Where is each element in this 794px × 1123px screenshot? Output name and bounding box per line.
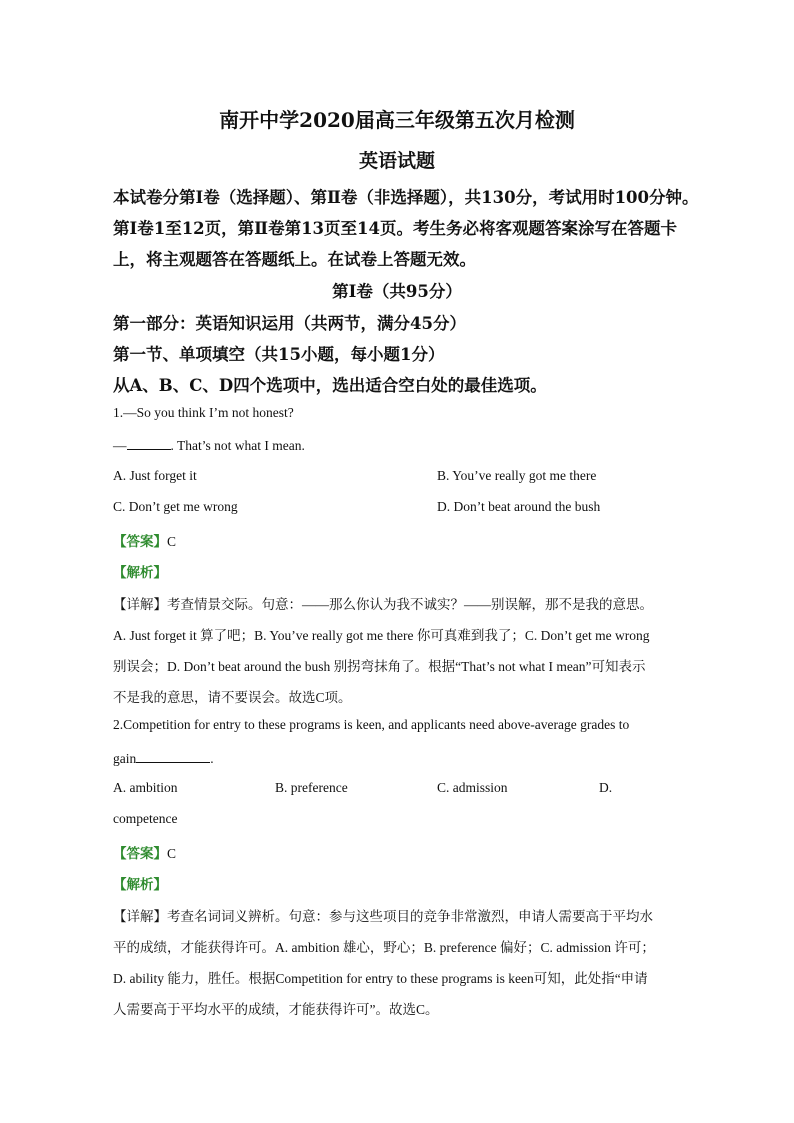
q2-detail-line-3: D. ability 能力，胜任。根据Competition for entry to these programs is keen可知，此处指“申请: [113, 971, 648, 986]
q2-option-a: A. ambition: [113, 780, 178, 795]
intro-line-3: 上，将主观题答在答题纸上。在试卷上答题无效。: [113, 250, 476, 269]
q2-detail-line-4: 人需要高于平均水平的成绩，才能获得许可”。故选C。: [113, 1002, 439, 1017]
q2-detail-line-1: 【详解】考查名词词义辨析。句意：参与这些项目的竞争非常激烈，申请人需要高于平均水: [113, 909, 653, 924]
q2-option-c: C. admission: [437, 780, 508, 795]
q1-stem-line-2: [113, 436, 305, 454]
q2-stem-line-2: [113, 749, 214, 767]
q1-analysis-label: 【解析】: [113, 565, 167, 581]
q1-option-a: A. Just forget it: [113, 468, 197, 483]
q2-answer-label: 【答案】: [113, 846, 167, 862]
q2-answer-value: C: [167, 846, 177, 861]
q2-answer: [113, 842, 176, 862]
section-heading: 第一节、单项填空（共15小题，每小题1分）: [113, 345, 445, 364]
q2-blank: [136, 749, 210, 763]
q1-detail-line-4: 不是我的意思，请不要误会。故选C项。: [113, 690, 352, 705]
page-title: 南开中学2020届高三年级第五次月检测: [219, 108, 575, 132]
q1-blank: [127, 436, 171, 450]
q2-option-b: B. preference: [275, 780, 348, 795]
q2-stem-line-1: 2.Competition for entry to these programs is keen, and applicants need above-average grades to: [113, 717, 630, 732]
q1-stem-line-1: 1.—So you think I’m not honest?: [113, 405, 294, 420]
q2-stem-gain: gain: [113, 751, 137, 766]
q2-stem-tail: .: [210, 751, 214, 766]
q1-stem-tail: . That’s not what I mean.: [170, 438, 305, 453]
volume-heading: 第Ⅰ卷（共95分）: [332, 282, 462, 301]
q2-option-d: D.: [599, 780, 613, 795]
q1-answer: [113, 530, 176, 550]
q1-detail-line-1: 【详解】考查情景交际。句意：——那么你认为我不诚实？——别误解，那不是我的意思。: [113, 597, 653, 612]
q1-detail-line-3: 别误会；D. Don’t beat around the bush 别拐弯抹角了。根据“That’s not what I mean”可知表示: [113, 659, 646, 674]
q1-option-b: B. You’ve really got me there: [437, 468, 597, 483]
part-heading: 第一部分：英语知识运用（共两节，满分45分）: [113, 314, 466, 333]
q1-option-c: C. Don’t get me wrong: [113, 499, 238, 514]
q2-detail-line-2: 平的成绩，才能获得许可。A. ambition 雄心，野心；B. preference 偏好；C. admission 许可；: [113, 940, 655, 955]
q1-answer-value: C: [167, 534, 177, 549]
q2-analysis-label: 【解析】: [113, 877, 167, 893]
q2-analysis: [113, 873, 167, 893]
intro-line-2: 第Ⅰ卷1至12页，第Ⅱ卷第13页至14页。考生务必将客观题答案涂写在答题卡: [113, 219, 677, 238]
q1-analysis: [113, 561, 167, 581]
instruction-text: 从A、B、C、D四个选项中，选出适合空白处的最佳选项。: [113, 376, 547, 395]
page-subtitle: 英语试题: [358, 150, 435, 172]
q2-option-d-text: competence: [113, 811, 178, 826]
q1-answer-label: 【答案】: [113, 534, 167, 550]
q1-detail-line-2: A. Just forget it 算了吧；B. You’ve really got me there 你可真难到我了；C. Don’t get me wrong: [113, 628, 650, 643]
intro-line-1: 本试卷分第Ⅰ卷（选择题）、第Ⅱ卷（非选择题），共130分，考试用时100分钟。: [113, 188, 699, 207]
q1-option-d: D. Don’t beat around the bush: [437, 499, 601, 514]
q1-dash: —: [113, 438, 127, 453]
